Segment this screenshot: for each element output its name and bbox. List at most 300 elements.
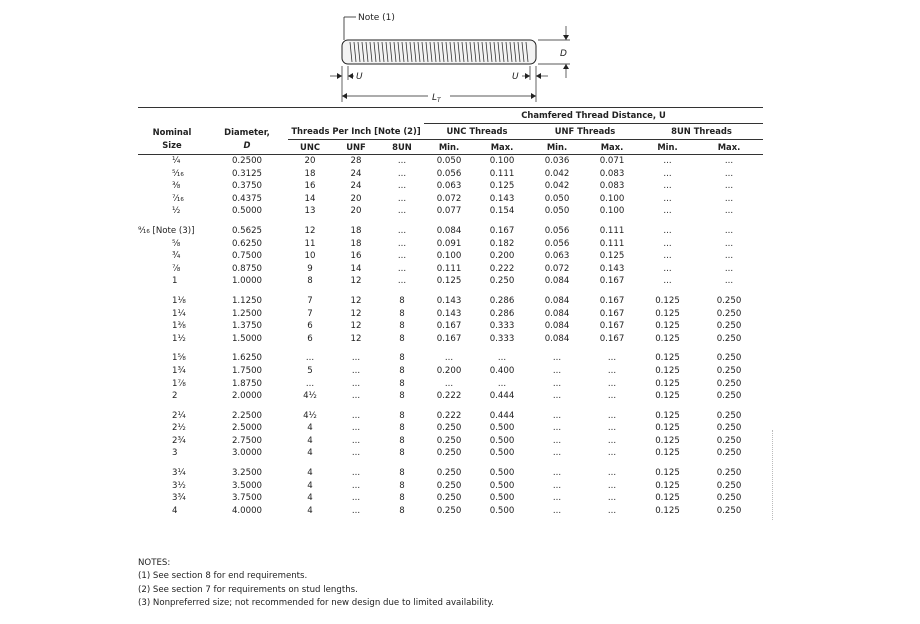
table-row (138, 352, 763, 365)
nominal-size-cell: 3¾ (172, 493, 186, 504)
unc-max-cell: 0.500 (489, 505, 515, 516)
lt-arrowhead-right (531, 93, 536, 99)
diameter-cell: 0.5625 (231, 225, 263, 236)
diameter-cell: 2.5000 (231, 423, 263, 434)
unc-min-cell: 0.050 (436, 156, 462, 166)
tpi-unc-cell: ... (305, 378, 315, 389)
unf-min-cell: ... (552, 505, 562, 516)
8un-min-cell: 0.125 (655, 480, 680, 491)
unc-max-cell: 0.154 (489, 206, 515, 217)
notes-block (138, 557, 494, 611)
notes-title: NOTES: (138, 558, 171, 568)
page-edge-mark (772, 430, 777, 520)
tpi-unc-cell: 5 (307, 365, 313, 376)
tpi-8un-cell: 8 (399, 391, 405, 402)
8un-min-cell: ... (663, 251, 672, 262)
8un-max-cell: 0.250 (716, 333, 742, 344)
note-1: (1) See section 8 for end requirements. (138, 571, 308, 582)
unc-min-cell: 0.250 (436, 505, 462, 516)
unf-max-cell: 0.167 (599, 333, 625, 344)
tpi-8un-cell: ... (397, 263, 407, 274)
tpi-unf-cell: ... (351, 435, 361, 446)
tpi-unc-cell: 14 (304, 193, 316, 204)
8un-max-cell: 0.250 (716, 448, 742, 459)
unc-max-cell: 0.250 (489, 276, 515, 287)
tpi-unf-cell: ... (351, 378, 361, 389)
unc-min-cell: 0.222 (436, 391, 462, 402)
diameter-cell: 1.6250 (231, 353, 263, 364)
diameter-cell: 2.0000 (231, 391, 263, 402)
tpi-unc-cell: 10 (304, 251, 316, 262)
unc-max-cell: 0.444 (489, 391, 515, 402)
chamfer-group-header: Chamfered Thread Distance, U (424, 108, 763, 124)
unc-threads-header: UNC Threads (424, 124, 530, 140)
tpi-8un-cell: 8 (399, 448, 405, 459)
nominal-size-cell: 2½ (172, 423, 186, 434)
tpi-unf-cell: 18 (350, 238, 362, 249)
unc-min-cell: 0.250 (436, 435, 462, 446)
nominal-size-cell: ¾ (172, 251, 181, 262)
table-row (138, 378, 763, 391)
tpi-unc-header: UNC (288, 140, 332, 155)
unf-min-cell: ... (552, 493, 562, 504)
table-row (138, 295, 763, 308)
table-row (138, 492, 763, 505)
unf-min-cell: 0.042 (544, 168, 570, 179)
nominal-size-cell: 3½ (172, 480, 186, 491)
diameter-cell: 0.7500 (231, 251, 263, 262)
unf-min-cell: ... (552, 480, 562, 491)
tpi-8un-cell: 8 (399, 468, 405, 479)
unc-max-cell: ... (497, 353, 507, 364)
8un-min-cell: 0.125 (655, 423, 680, 434)
8un-min-cell: 0.125 (655, 468, 680, 479)
tpi-unf-cell: 28 (350, 156, 362, 166)
tpi-8un-cell: ... (397, 168, 407, 179)
unf-max-cell: 0.100 (599, 206, 625, 217)
tpi-8un-cell: 8 (399, 480, 405, 491)
table-row (138, 275, 763, 288)
nominal-size-cell: ⁷⁄₁₆ (172, 193, 184, 204)
unf-max-cell: ... (607, 391, 617, 402)
nominal-size-cell: 4 (172, 505, 178, 516)
table-row (138, 155, 763, 168)
unc-max-cell: 0.400 (489, 365, 515, 376)
unc-max-cell: 0.111 (489, 168, 515, 179)
group-spacer-cell (138, 345, 763, 352)
nominal-size-cell: 1⅛ (172, 295, 186, 306)
tpi-unc-cell: 16 (304, 181, 316, 192)
8un-min-cell: ... (663, 193, 672, 204)
unc-min-cell: 0.111 (436, 263, 462, 274)
unf-max-cell: ... (607, 480, 617, 491)
unc-min-cell: 0.250 (436, 480, 462, 491)
tpi-8un-cell: 8 (399, 295, 405, 306)
nominal-size-cell: 1⅜ (172, 321, 186, 332)
tpi-unc-cell: 13 (304, 206, 316, 217)
8un-max-cell: 0.250 (716, 410, 742, 421)
8un-min-cell: 0.125 (655, 378, 680, 389)
tpi-8un-cell: 8 (399, 321, 405, 332)
8un-min-cell: 0.125 (655, 295, 680, 306)
8un-min-cell: 0.125 (655, 410, 680, 421)
tpi-unf-cell: ... (351, 410, 361, 421)
tpi-8un-cell: ... (397, 276, 407, 287)
nominal-size-cell: ⅞ (172, 263, 181, 274)
tpi-unc-cell: ... (305, 353, 315, 364)
8un-max-cell: ... (724, 181, 734, 192)
nominal-size-cell: 2¼ (172, 410, 186, 421)
unc-max-cell: 0.500 (489, 448, 515, 459)
8un-max-cell: ... (724, 168, 734, 179)
8un-max-cell: 0.250 (716, 295, 742, 306)
unf-max-cell: ... (607, 423, 617, 434)
8un-min-cell: ... (663, 238, 672, 249)
unf-min-cell: ... (552, 378, 562, 389)
tpi-unf-cell: 24 (350, 181, 362, 192)
8un-max-cell: 0.250 (716, 353, 742, 364)
tpi-unf-cell: 20 (350, 193, 362, 204)
diameter-cell: 3.2500 (231, 468, 263, 479)
tpi-unf-cell: ... (351, 365, 361, 376)
8un-min-cell: 0.125 (655, 321, 680, 332)
unc-min-cell: 0.143 (436, 308, 462, 319)
8un-max-cell: ... (724, 193, 734, 204)
unf-min-cell: 0.084 (544, 295, 570, 306)
tpi-unc-cell: 7 (307, 295, 313, 306)
nominal-size-cell: ⅝ (172, 238, 181, 249)
unf-min-cell: 0.084 (544, 321, 570, 332)
unf-min-cell: ... (552, 391, 562, 402)
unf-max-cell: ... (607, 448, 617, 459)
diameter-cell: 0.8750 (231, 263, 263, 274)
tpi-8un-cell: 8 (399, 353, 405, 364)
tpi-unc-cell: 4 (307, 448, 313, 459)
diameter-cell: 0.3750 (231, 181, 263, 192)
tpi-unf-cell: 12 (350, 276, 362, 287)
8un-max-cell: 0.250 (716, 378, 742, 389)
diameter-header (206, 124, 288, 155)
tpi-unc-cell: 4 (307, 505, 313, 516)
table-row (138, 435, 763, 448)
unf-min-cell: ... (552, 353, 562, 364)
unf-max-cell: 0.071 (599, 156, 625, 166)
diameter-cell: 0.3125 (231, 168, 263, 179)
group-spacer-cell (138, 460, 763, 467)
unf-max-cell: 0.100 (599, 193, 625, 204)
nominal-size-cell: 1¾ (172, 365, 186, 376)
tpi-unf-cell: 14 (350, 263, 362, 274)
table-row (138, 238, 763, 251)
tpi-8un-cell: 8 (399, 435, 405, 446)
8un-min-cell: 0.125 (655, 505, 680, 516)
unc-min-cell: 0.084 (436, 225, 462, 236)
unf-max-cell: ... (607, 410, 617, 421)
8un-max-cell: 0.250 (716, 365, 742, 376)
tpi-unf-cell: ... (351, 480, 361, 491)
diameter-header-line1: Diameter, (224, 127, 270, 138)
u-right-arrowhead (525, 73, 530, 79)
unf-max-cell: 0.111 (599, 225, 625, 236)
tpi-unf-cell: ... (351, 423, 361, 434)
unf-min-cell: 0.036 (544, 156, 570, 166)
nominal-header-line1: Nominal (152, 127, 192, 138)
unc-max-cell: 0.333 (489, 321, 515, 332)
unf-min-cell: ... (552, 423, 562, 434)
unf-min-cell: 0.084 (544, 276, 570, 287)
unc-min-header: Min. (424, 140, 474, 155)
stud-dimension-table (138, 107, 763, 517)
table-row (138, 333, 763, 346)
unf-min-cell: ... (552, 435, 562, 446)
unc-max-cell: 0.500 (489, 435, 515, 446)
tpi-8un-cell: 8 (399, 423, 405, 434)
unc-min-cell: 0.167 (436, 333, 462, 344)
8un-max-cell: ... (724, 251, 734, 262)
unc-max-cell: 0.444 (489, 410, 515, 421)
tpi-unc-cell: 7 (307, 308, 313, 319)
unc-max-cell: 0.500 (489, 468, 515, 479)
nominal-size-cell: 2¾ (172, 435, 186, 446)
unf-max-cell: 0.167 (599, 321, 625, 332)
unc-min-cell: 0.100 (436, 251, 462, 262)
tpi-unc-cell: 6 (307, 333, 313, 344)
unf-max-cell: 0.167 (599, 308, 625, 319)
unc-min-cell: 0.077 (436, 206, 462, 217)
lt-arrowhead-left (342, 93, 347, 99)
unf-min-cell: 0.042 (544, 181, 570, 192)
tpi-8un-cell: ... (397, 251, 407, 262)
tpi-unc-cell: 9 (307, 263, 313, 274)
8un-min-cell: ... (663, 181, 672, 192)
table-row (138, 447, 763, 460)
diameter-cell: 1.1250 (231, 295, 263, 306)
tpi-unf-header: UNF (332, 140, 380, 155)
tpi-unf-cell: ... (351, 493, 361, 504)
8un-min-cell: ... (663, 276, 672, 287)
group-spacer (138, 460, 763, 467)
table-row (138, 480, 763, 493)
unf-min-cell: ... (552, 365, 562, 376)
group-spacer (138, 403, 763, 410)
8un-min-cell: ... (663, 263, 672, 274)
8un-max-cell: 0.250 (716, 505, 742, 516)
diameter-cell: 2.7500 (231, 435, 263, 446)
note-3: (3) Nonpreferred size; not recommended for new design due to limited availability. (138, 598, 494, 609)
diameter-cell: 3.0000 (231, 448, 263, 459)
table-row (138, 505, 763, 518)
tpi-unf-cell: 12 (350, 295, 362, 306)
lt-label-subscript: T (437, 97, 441, 104)
8un-threads-header: 8UN Threads (640, 124, 763, 140)
tpi-unf-cell: 24 (350, 168, 362, 179)
u-right-label: U (512, 72, 519, 82)
unc-max-cell: 0.143 (489, 193, 515, 204)
diameter-cell: 1.8750 (231, 378, 263, 389)
unf-min-cell: ... (552, 410, 562, 421)
8un-max-cell: 0.250 (716, 391, 742, 402)
diameter-cell: 4.0000 (231, 505, 263, 516)
tpi-unc-cell: 18 (304, 168, 316, 179)
unc-min-cell: 0.072 (436, 193, 462, 204)
8un-max-cell: 0.250 (716, 321, 742, 332)
tpi-unc-cell: 6 (307, 321, 313, 332)
table-row (138, 168, 763, 181)
8un-max-cell: ... (724, 238, 734, 249)
unc-min-cell: 0.125 (436, 276, 462, 287)
unc-min-cell: 0.143 (436, 295, 462, 306)
nominal-size-cell: ⅜ (172, 181, 181, 192)
tpi-unc-cell: 8 (307, 276, 313, 287)
tpi-unf-cell: ... (351, 448, 361, 459)
note-1-label: Note (1) (358, 13, 395, 23)
tpi-unf-cell: 12 (350, 321, 362, 332)
diameter-cell: 1.2500 (231, 308, 263, 319)
tpi-8un-cell: 8 (399, 378, 405, 389)
diameter-cell: 2.2500 (231, 410, 263, 421)
diameter-cell: 1.3750 (231, 321, 263, 332)
unf-min-cell: 0.056 (544, 238, 570, 249)
table-row (138, 422, 763, 435)
unc-min-cell: 0.200 (436, 365, 462, 376)
nominal-size-cell: 1⅞ (172, 378, 186, 389)
8un-min-cell: ... (663, 206, 672, 217)
u-left-arrowhead-in (348, 73, 353, 79)
d-arrowhead-top (563, 35, 569, 40)
tpi-unf-cell: ... (351, 353, 361, 364)
unc-min-cell: 0.091 (436, 238, 462, 249)
tpi-8un-cell: ... (397, 156, 407, 166)
tpi-8un-cell: 8 (399, 493, 405, 504)
table-row (138, 308, 763, 321)
group-spacer (138, 218, 763, 225)
tpi-unf-cell: ... (351, 505, 361, 516)
8un-max-cell: 0.250 (716, 423, 742, 434)
unf-max-cell: ... (607, 378, 617, 389)
unf-max-cell: 0.111 (599, 238, 625, 249)
table-row (138, 410, 763, 423)
tpi-unc-cell: 4 (307, 468, 313, 479)
nominal-size-cell: 1¼ (172, 308, 186, 319)
unf-max-cell: 0.125 (599, 251, 625, 262)
d-arrowhead-bottom (563, 64, 569, 69)
nominal-header-line2: Size (162, 139, 182, 150)
unf-max-cell: 0.167 (599, 276, 625, 287)
unc-max-cell: 0.222 (489, 263, 515, 274)
unc-max-cell: ... (497, 378, 507, 389)
unf-min-cell: 0.084 (544, 333, 570, 344)
unc-max-cell: 0.200 (489, 251, 515, 262)
8un-min-cell: 0.125 (655, 365, 680, 376)
nominal-size-cell: 1⅝ (172, 353, 186, 364)
tpi-unf-cell: 20 (350, 206, 362, 217)
tpi-unf-cell: 12 (350, 333, 362, 344)
unf-min-cell: ... (552, 468, 562, 479)
lt-label-main: L (432, 93, 438, 103)
table-header (138, 108, 763, 155)
diameter-cell: 1.5000 (231, 333, 263, 344)
unf-min-cell: 0.056 (544, 225, 570, 236)
tpi-unc-cell: 12 (304, 225, 316, 236)
unc-max-cell: 0.167 (489, 225, 515, 236)
diameter-cell: 0.4375 (231, 193, 263, 204)
unc-max-cell: 0.333 (489, 333, 515, 344)
unf-min-cell: 0.050 (544, 193, 570, 204)
nominal-size-cell: ½ (172, 206, 181, 217)
unc-max-cell: 0.500 (489, 423, 515, 434)
u-left-arrowhead (337, 73, 342, 79)
unc-min-cell: 0.250 (436, 448, 462, 459)
unc-min-cell: ... (444, 378, 454, 389)
group-spacer-cell (138, 403, 763, 410)
stud-drawing (320, 6, 590, 106)
table-row (138, 193, 763, 206)
8un-max-cell: ... (724, 276, 734, 287)
tpi-8un-cell: 8 (399, 365, 405, 376)
8un-max-cell: 0.250 (716, 435, 742, 446)
table-row (138, 365, 763, 378)
unf-max-cell: 0.143 (599, 263, 625, 274)
unc-min-cell: 0.222 (436, 410, 462, 421)
8un-max-cell: 0.250 (716, 308, 742, 319)
8un-max-cell: ... (724, 206, 734, 217)
unf-max-cell: 0.083 (599, 181, 625, 192)
nominal-size-cell: ¼ (172, 156, 181, 166)
nominal-size-cell: 1½ (172, 333, 186, 344)
tpi-unc-cell: 11 (304, 238, 316, 249)
tpi-8un-header: 8UN (380, 140, 424, 155)
tpi-8un-cell: 8 (399, 410, 405, 421)
nominal-size-header (138, 124, 206, 155)
tpi-unc-cell: 4 (307, 480, 313, 491)
diameter-cell: 1.0000 (231, 276, 263, 287)
tpi-8un-cell: 8 (399, 505, 405, 516)
diameter-cell: 3.5000 (231, 480, 263, 491)
unf-min-cell: 0.084 (544, 308, 570, 319)
unf-min-cell: ... (552, 448, 562, 459)
8un-min-cell: 0.125 (655, 391, 680, 402)
tpi-unc-cell: 4 (307, 493, 313, 504)
8un-min-cell: ... (663, 225, 672, 236)
tpi-8un-cell: ... (397, 206, 407, 217)
unf-max-cell: ... (607, 468, 617, 479)
8un-min-cell: ... (663, 156, 672, 166)
diameter-cell: 0.2500 (231, 156, 263, 166)
8un-min-cell: 0.125 (655, 333, 680, 344)
table-row (138, 467, 763, 480)
group-spacer (138, 345, 763, 352)
tpi-8un-cell: ... (397, 181, 407, 192)
unf-max-cell: ... (607, 365, 617, 376)
8un-max-cell: ... (724, 156, 734, 166)
tpi-8un-cell: ... (397, 193, 407, 204)
tpi-unc-cell: 20 (304, 156, 316, 166)
d-label: D (560, 49, 567, 59)
group-spacer (138, 288, 763, 295)
table-row (138, 205, 763, 218)
unc-min-cell: 0.250 (436, 468, 462, 479)
tpi-unf-cell: 18 (350, 225, 362, 236)
tpi-unc-cell: 4 (307, 423, 313, 434)
tpi-unf-cell: 16 (350, 251, 362, 262)
tpi-unc-cell: 4 (307, 435, 313, 446)
unf-max-header: Max. (584, 140, 640, 155)
tpi-group-header: Threads Per Inch [Note (2)] (288, 124, 424, 140)
group-spacer-cell (138, 218, 763, 225)
unc-max-cell: 0.100 (489, 156, 515, 166)
nominal-size-cell: 3¼ (172, 468, 186, 479)
u-left-label: U (356, 72, 363, 82)
